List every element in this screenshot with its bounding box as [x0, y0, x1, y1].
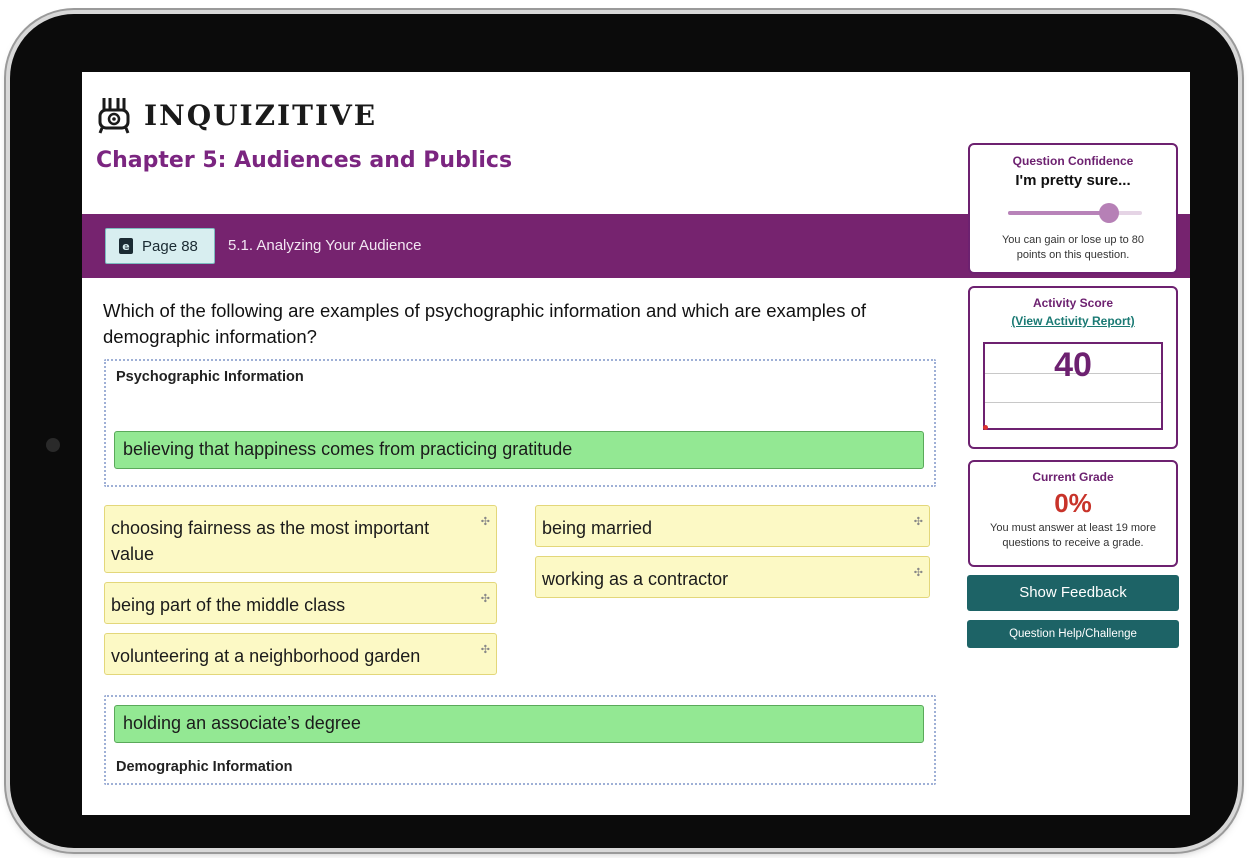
tablet-frame — [10, 14, 1238, 848]
camera-dot — [46, 438, 60, 452]
page-button-label: Page 88 — [142, 237, 198, 255]
answer-chip[interactable] — [104, 633, 497, 675]
panel-title: Activity Score — [1032, 296, 1114, 310]
move-handle-icon[interactable]: ✣ — [480, 644, 490, 656]
grade-note: You must answer at least 19 more questions to receive a grade. — [990, 522, 1156, 549]
move-handle-icon[interactable]: ✣ — [913, 567, 923, 579]
svg-text:e: e — [122, 240, 130, 253]
answer-chip[interactable] — [535, 505, 930, 547]
slider-fill — [1008, 211, 1109, 215]
question-text: Which of the following are examples of psychographic information and which are examples of demographic information? — [103, 300, 867, 347]
move-handle-icon[interactable]: ✣ — [480, 516, 490, 528]
app-screen — [82, 72, 1190, 815]
answer-chip-label: working as a contractor — [542, 569, 729, 589]
demographic-dropzone[interactable] — [104, 695, 936, 785]
dropzone-label: Demographic Information — [116, 759, 293, 775]
button-label: Question Help/Challenge — [1009, 628, 1137, 640]
confidence-slider[interactable] — [1008, 211, 1142, 215]
answer-chip-label: being part of the middle class — [111, 595, 346, 615]
answer-chip-label: being married — [542, 518, 653, 538]
ebook-icon — [118, 237, 134, 255]
panel-title: Current Grade — [1032, 470, 1114, 484]
panel-title: Question Confidence — [1012, 154, 1134, 168]
answer-chip-label: volunteering at a neighborhood garden — [111, 646, 421, 666]
answer-chip-label: choosing fairness as the most important value — [111, 518, 430, 564]
sorted-item[interactable]: believing that happiness comes from practicing gratitude — [114, 431, 924, 469]
question-confidence-panel — [968, 143, 1178, 274]
inquizitive-mascot-icon — [96, 96, 132, 134]
move-handle-icon[interactable]: ✣ — [480, 593, 490, 605]
answer-chip[interactable] — [535, 556, 930, 598]
chapter-title: Chapter 5: Audiences and Publics — [96, 148, 513, 173]
activity-score-value: 40 — [1054, 346, 1092, 384]
activity-score-panel — [968, 286, 1178, 449]
logo — [96, 96, 377, 134]
show-feedback-button[interactable] — [967, 575, 1179, 611]
move-handle-icon[interactable]: ✣ — [913, 516, 923, 528]
button-label: Show Feedback — [1019, 584, 1127, 601]
activity-score-box — [983, 342, 1163, 430]
slider-thumb[interactable] — [1099, 203, 1119, 223]
score-marker — [983, 425, 988, 430]
section-label: 5.1. Analyzing Your Audience — [228, 237, 422, 254]
confidence-note: You can gain or lose up to 80 points on this question. — [1001, 234, 1145, 261]
current-grade-panel — [968, 460, 1178, 567]
current-grade-value: 0% — [1054, 488, 1092, 518]
answer-chip[interactable] — [104, 582, 497, 624]
question-help-button[interactable] — [967, 620, 1179, 648]
answer-chip[interactable] — [104, 505, 497, 573]
dropzone-label: Psychographic Information — [116, 369, 304, 385]
psychographic-dropzone[interactable] — [104, 359, 936, 487]
score-gridline — [985, 402, 1161, 403]
view-activity-report-link[interactable]: (View Activity Report) — [1011, 314, 1135, 328]
ebook-page-button[interactable] — [105, 228, 215, 264]
confidence-value: I'm pretty sure... — [1015, 172, 1131, 189]
sorted-item[interactable]: holding an associate’s degree — [114, 705, 924, 743]
logo-text: INQUIZITIVE — [144, 98, 378, 132]
